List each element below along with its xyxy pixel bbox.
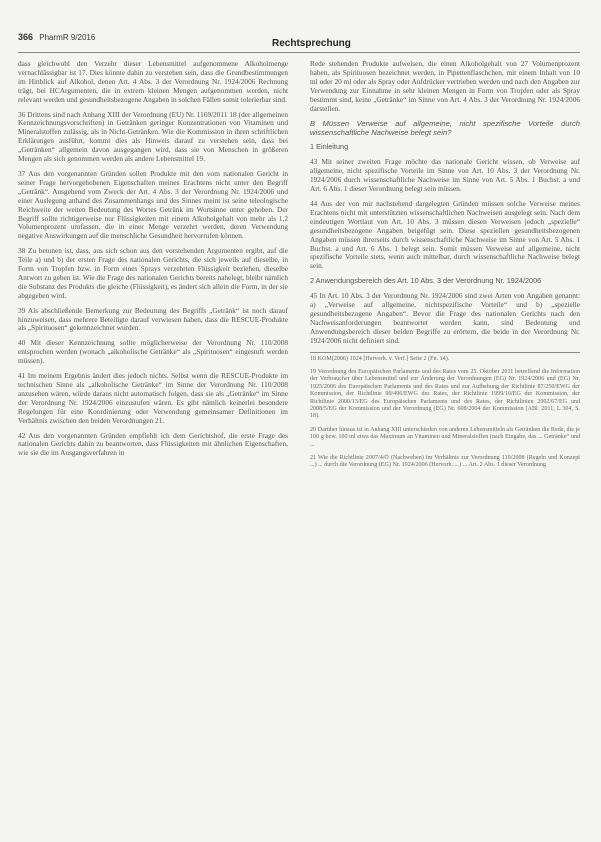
footnote-rule [310, 352, 580, 353]
section-title: Rechtsprechung [272, 38, 351, 49]
footnote: 19 Verordnung des Europäischen Parlaments und des Rates vom 25. Oktober 2011 betreffend die Information der Verbraucher über Lebensmittel und zur Änderung der Verordnungen (EG) Nr. 1924/2006 und (EG) Nr. 1925/2006 des Europäischen Parlaments und des Rates und zur Aufhebung der Richtlinie 87/250/EWG der Kommission, der Richtlinie 90/496/EWG des Rates, der Richtlinie 1999/10/EG der Kommission, der Richtlinie 2000/13/EG des Europäischen Parlaments und des Rates, der Richtlinien 2002/67/EG und 2008/5/EG der Kommission und der Verordnung (EG) Nr. 608/2004 der Kommission (ABl. 2011, L 304, S. 18). [310, 368, 580, 420]
paragraph: 42 Aus den vorgenannten Gründen empfiehlt ich dem Gerichtshof, die erste Frage des nationalen Gerichts dahin zu beantworten, dass Flüssigkeiten mit ähnlichen Eigenschaften, wie sie die im Ausgangsverfahren in [18, 430, 288, 458]
paragraph: 36 Drittens sind nach Anhang XIII der Verordnung (EU) Nr. 1169/2011 18 (der allgemeinen Kennzeichnungsvorschriften) in Getränken geringer Konzentrationen von Vitaminen und Mineralstoffen zulässig, als in Nicht-Getränken. Wie die Kommission in ihren schriftlichen Erklärungen ausführt, kommt dies als Hinweis darauf zu verstehen sein, dass bei „Getränken“ allgemein davon ausgegangen wird, dass sie von Menschen in größeren Mengen als sich genommen werden als andere Lebensmittel 19. [18, 109, 288, 164]
subheading-b1: 1 Einleitung [310, 142, 349, 152]
paragraph: 38 Zu betonen ist, dass, aus sich schon aus den vorstehenden Argumenten ergibt, auf die Teile a) und b) der ersten Frage des nationalen Gerichts, die sich jeweils auf dieselbe, in Form von Tropfen bzw. in Form eines Sprays verzehrten Flüssigkeit beziehen, dieselbe Antwort zu geben ist. Wie die Frage des nationalen Gerichts bereits nahelegt, bleibt nämlich die Substanz des Produkts die gleiche (Flüssigkeit), es ändert sich allein die Form, in der sie abgegeben wird. [18, 246, 288, 300]
footnote: 20 Darüber hinaus ist in Anhang XIII unterschieden von anderen Lebensmitteln als Getränken die Rede, die je 100 g bzw. 100 ml etwa das Maximum an Vitaminen und Mineralstoffen (nach Eingabe, das ... Getränke“ und ... [310, 426, 580, 448]
paragraph: 37 Aus den vorgenannten Gründen sollen Produkte mit den vom nationalen Gericht in seiner Frage hervorgehobenen Eigenschaften meines Erachtens nicht unter den Begriff „Getränk“. Ausgehend vom Zweck der Art. 4 Abs. 3 der Verordnung Nr. 1924/2006 und einer Auslegung anhand des Zusammenhangs und des Sinnes meint ist seine teleologische Reichweite der weiten Bedeutung des Wortes Getränk im Wortsinne unter gehoben. Der Begriff sollte richtigerweise nur Flüssigkeiten mit einem Alkoholgehalt von mehr als 1,2 Volumenprozent umfassen, die in einer Menge verzehrt werden, deren Verwendung negative Auswirkungen auf die menschliche Gesundheit hervorrufen können. [18, 168, 288, 241]
paragraph: 40 Mit dieser Kennzeichnung sollte möglicherweise der Verordnung Nr. 110/2008 entsprochen werden (wonach „alkoholische Getränke“ als „Spirituosen“ eingestuft werden müssen). [18, 338, 288, 366]
paragraph: 41 Im meinem Ergebnis ändert dies jedoch nichts. Selbst wenn die RESCUE-Produkte im technischen Sinne als „alkoholische Getränke“ im Sinne der Verordnung Nr. 110/2008 anzusehen wären, würde daraus nicht automatisch folgen, dass sie als „Getränke“ im Sinne der Verordnung Nr. 1924/2006 einzustufen wären. Es gibt nämlich keinerlei besondere Regelungen für eine Koordinierung oder Verwendung gemeinsamer Definitionen im Verhältnis zwischen den beiden Verordnungen 21. [18, 371, 288, 425]
footnote: 18 KOM(2006) 1024 [Hervorh. v. Verf.] Seite 2 (Fn. 14). [310, 355, 450, 362]
page-number: 366 [18, 32, 34, 42]
paragraph: 44 Aus der von mir nachstehend dargelegten Gründen müssen solche Verweise meines Erachtens nicht mit unterstützten wissenschaftlichen Nachweisen ausgelegt sein. Nach dem eindeutigen Wortlaut von Art. 10 Abs. 3 müssen diesen Verweisen jedoch „spezielle“ gesundheitsbezogene Angaben beigefügt sein. Diese speziellen gesundheitsbezogenen Angaben müssen ihrerseits durch wissenschaftliche Nachweise im Sinne von Art. 5 Abs. 1 Buchst. a und Art. 6 Abs. 1 belegt sein. Somit müssen Verweise auf allgemeine, nicht spezifische Vorteile stets, wenn auch mittelbar, durch wissenschaftliche Nachweise belegt sein. [310, 198, 580, 271]
footnote: 21 Wie die Richtlinie 2007/4/Ö (Nachwehen) im Verhältnis zur Verordnung 110/2008 (Regeln und Konzept ...) ... durch die Verordnung (EG) Nr. 1924/2006 (Hervorh. ...) ... Art. 2 Abs. 1 dieser Verordnung [310, 455, 580, 469]
paragraph: Rede stehenden Produkte aufweisen, die einen Alkoholgehalt von 27 Volumenprozent haben, als Spirituosen bezeichnet werden, in Pipettenflaschchen, mit einem Inhalt von 10 ml oder 20 ml oder als Spray oder Aufdrücker vertrieben werden und nach den Angaben zur Verwendung zur Einnahme in sehr kleinen Mengen in Form von Tropfen oder als Spray bestimmt sind, keine „Getränke“ im Sinne von Art. 4 Abs. 3 der Verordnung Nr. 1924/2006 darstellen. [310, 59, 580, 113]
header-rule [18, 52, 580, 53]
subheading-b2: 2 Anwendungsbereich des Art. 10 Abs. 3 der Verordnung Nr. 1924/2006 [310, 276, 542, 286]
paragraph: 39 Als abschließende Bemerkung zur Bedeutung des Begriffs „Getränk“ ist noch darauf hinzuweisen, dass mehrere Beteiligte darauf verwiesen haben, dass die RESCUE-Produkte als „Spirituosen“ gekennzeichnet wurden. [18, 305, 288, 333]
left-column [18, 60, 288, 464]
paragraph: dass gleichwohl den Verzehr dieser Lebensmittel aufgenommene Alkoholmenge vernachlässigbar ist 17. Dies könnte dahin zu verstehen sein, dass die Grundbestimmungen im Hinblick auf Alkohol, denen Art. 4 Abs. 3 der Verordnung Nr. 1924/2006 Rechnung trägt, bei HCArgumenten, die in extrem kleinen Mengen aufgenommen werden, nicht relevant werden und gesundheitsbezogene Angaben in solchen Fällen somit tolerierbar sind. [18, 59, 288, 104]
paragraph: 45 In Art. 10 Abs. 3 der Verordnung Nr. 1924/2006 sind zwei Arten von Angaben genannt: a) „Verweise auf allgemeine, nichtspezifische Vorteile“ und b) „spezielle gesundheitsbezogene Angaben“. Bevor die Frage des nationalen Gerichts nach den Nachweisanforderungen beantwortet werden kann, sind Bedeutung und Anwendungsbereich dieser beiden Begriffe zu erörtern, die beide in der Verordnung Nr. 1924/2006 nicht definiert sind. [310, 291, 580, 345]
journal-name: PharmR 9/2016 [39, 33, 96, 42]
paragraph: 43 Mit seiner zweiten Frage möchte das nationale Gericht wissen, ob Verweise auf allgemeine, nicht spezifische Vorteile im Sinne von Art. 10 Abs. 3 der Verordnung Nr. 1924/2006 durch wissenschaftliche Nachweise im Sinne von Art. 5 Abs. 1 Buchst. a und Art. 6 Abs. 1 dieser Verordnung belegt sein müssen. [310, 157, 580, 194]
right-column [310, 60, 580, 476]
section-heading-b: B Müssen Verweise auf allgemeine, nicht spezifische Vorteile durch wissenschaftliche Nachweise belegt sein? [310, 119, 580, 138]
running-header [18, 32, 95, 42]
